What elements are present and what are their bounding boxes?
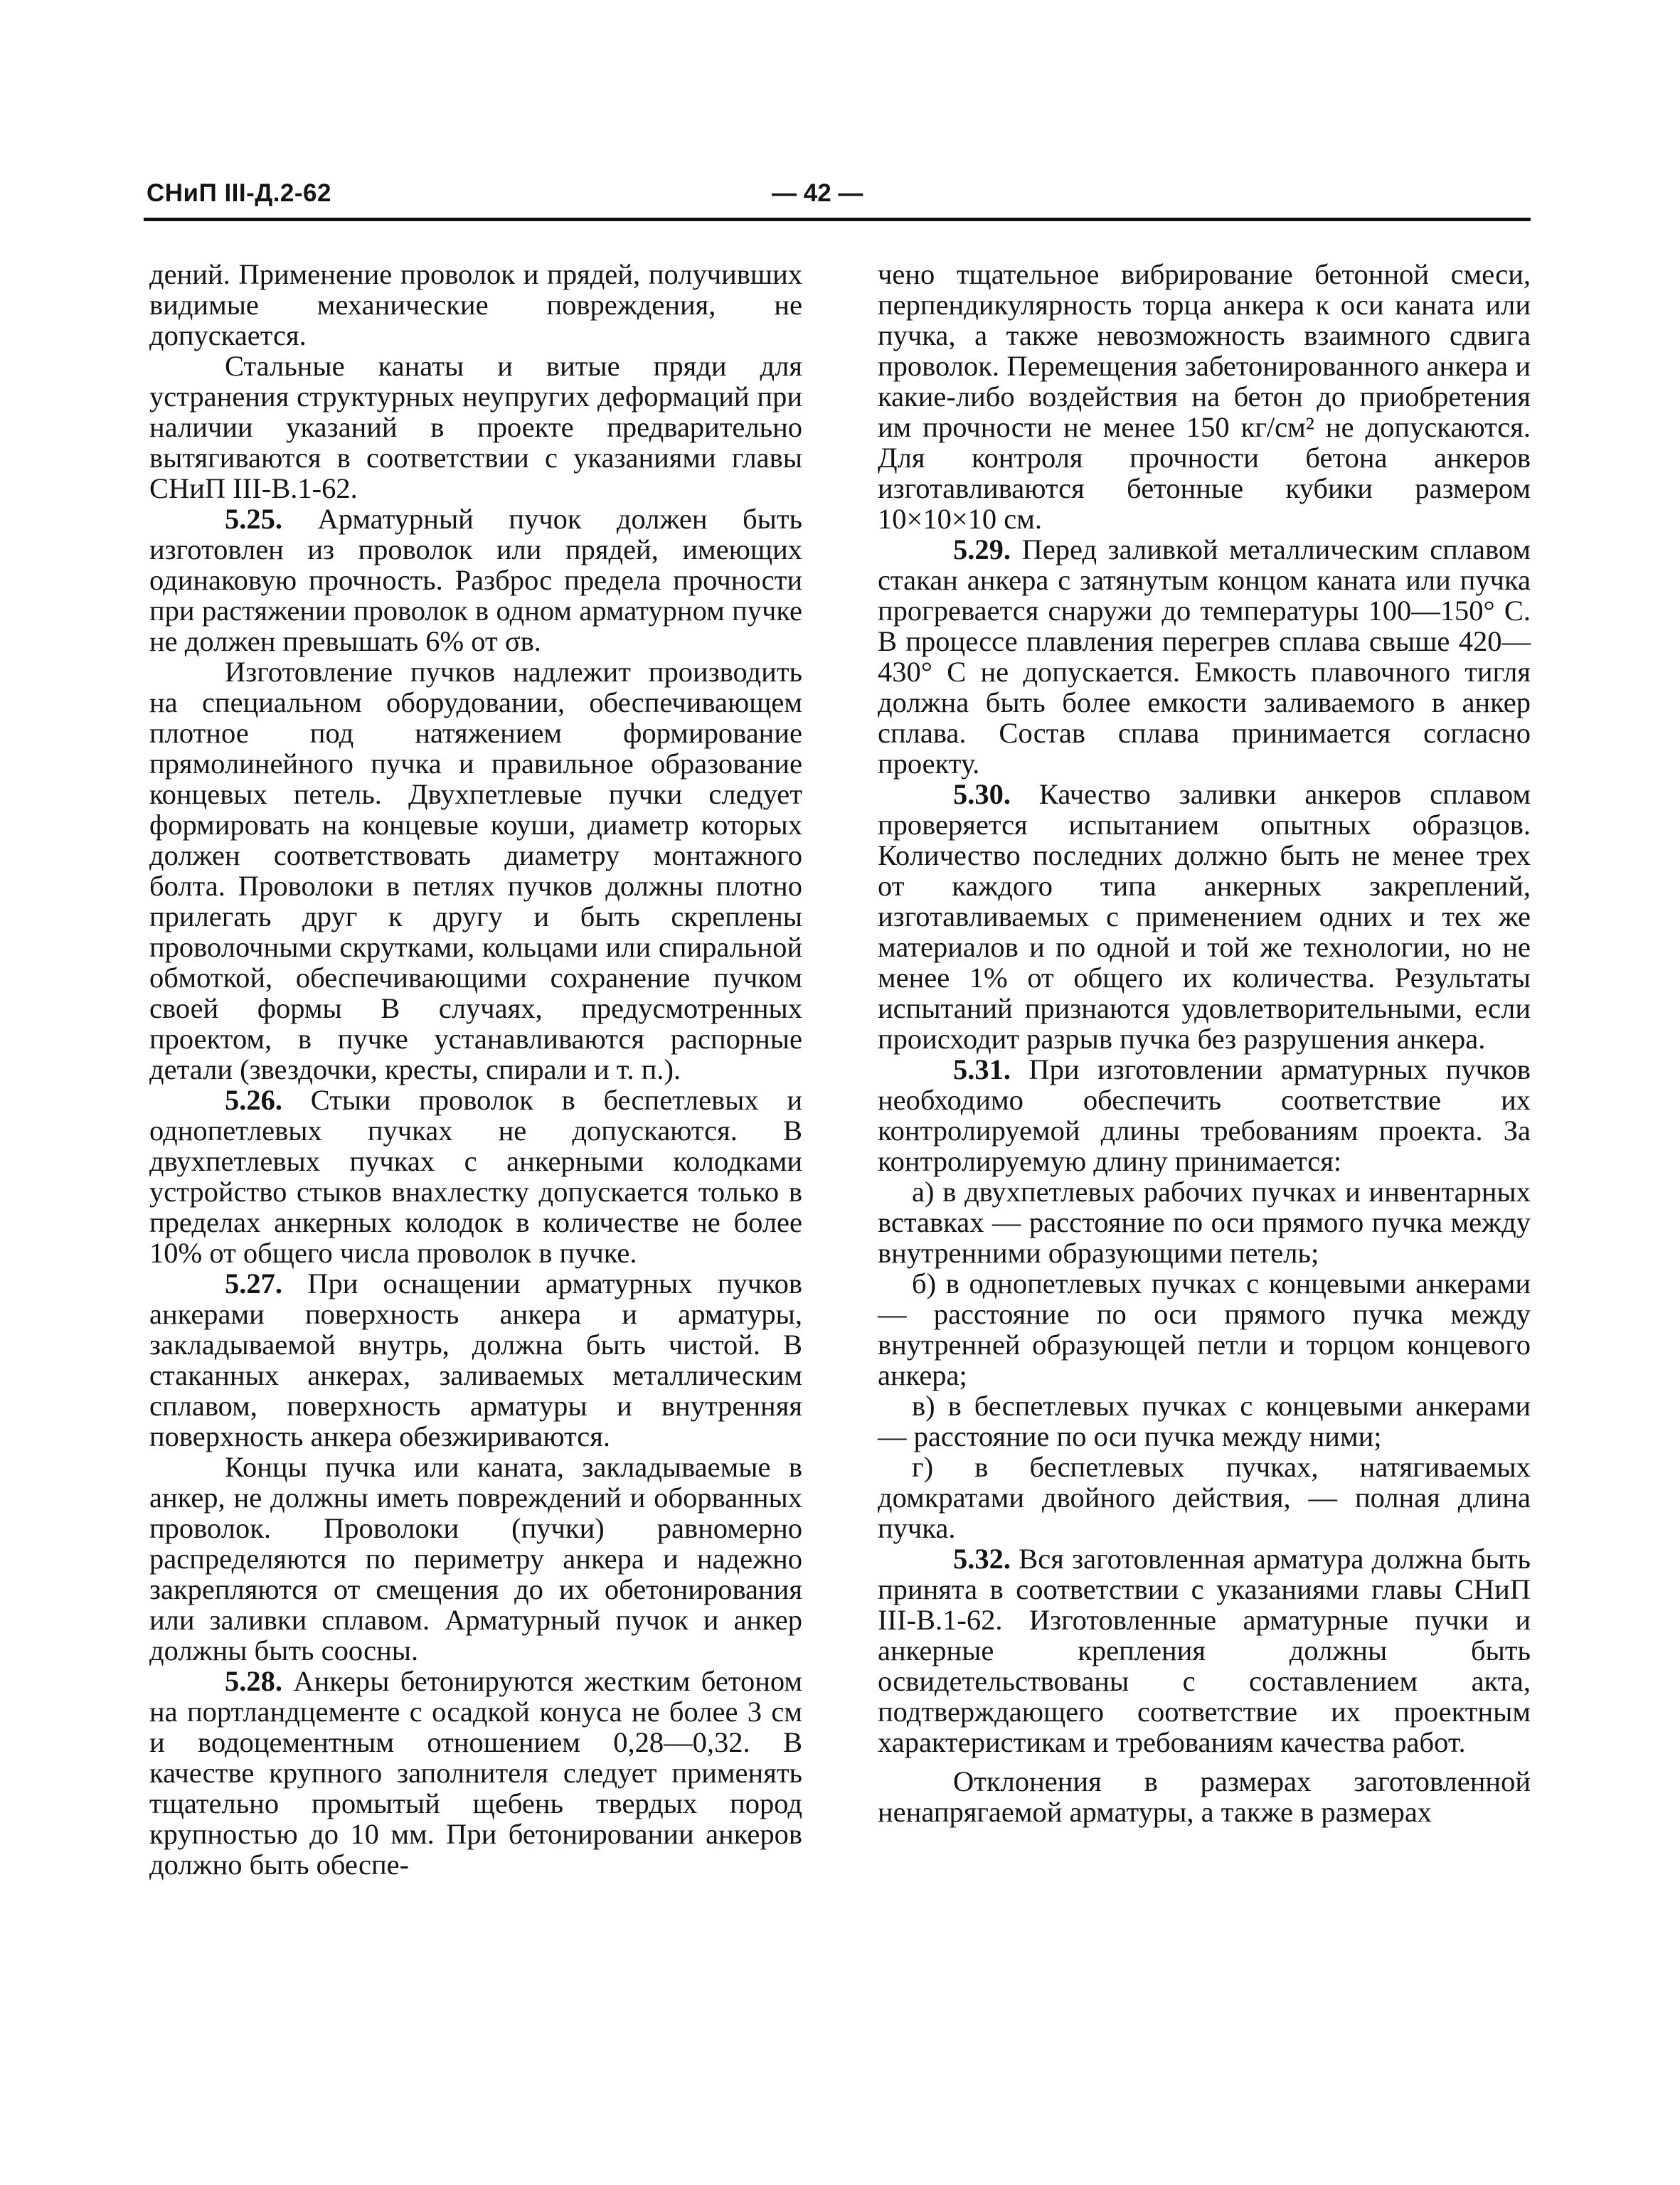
paragraph: Стальные канаты и витые пряди для устранения структурных неупругих деформаций при наличии указаний в проекте предварительно вытягиваются в соответствии с указаниями главы СНиП III-В.1-62. <box>149 350 802 504</box>
page-header <box>147 179 1531 215</box>
section-5-30 <box>878 779 1531 1054</box>
list-item: б) в однопетлевых пучках с концевыми анкерами — расстояние по оси прямого пучка между внутренней образующей петли и торцом концевого анкера; <box>878 1267 1531 1391</box>
section-5-26 <box>149 1085 802 1268</box>
paragraph: дений. Применение проволок и прядей, получивших видимые механические повреждения, не допускается. <box>149 258 802 351</box>
left-column <box>149 259 802 1880</box>
section-text: Перед заливкой металлическим сплавом стакан анкера с затянутым концом каната или пучка прогревается снаружи до температуры 100—150° С. В процессе плавления перегрев сплава свыше 420—430° С не допускается. Емкость плавочного тигля должна быть более емкости заливаемого в анкер сплава. Состав сплава принимается согласно проекту. <box>878 533 1531 780</box>
paragraph: Отклонения в размерах заготовленной ненапрягаемой арматуры, а также в размерах <box>878 1765 1531 1828</box>
section-5-28 <box>149 1666 802 1880</box>
section-5-32 <box>878 1543 1531 1758</box>
header-rule <box>144 218 1531 221</box>
document-code: СНиП III-Д.2-62 <box>147 179 331 207</box>
paragraph: Изготовление пучков надлежит производить на специальном оборудовании, обеспечивающем плотное под натяжением формирование прямолинейного пучка и правильное образование концевых петель. Двухпетлевые пучки следует формировать на концевые коуши, диаметр которых должен соответствовать диаметру монтажного болта. Проволоки в петлях пучков должны плотно прилегать друг к другу и быть скреплены проволочными скрутками, кольцами или спиральной обмоткой, обеспечивающими сохранение пучком своей формы В случаях, предусмотренных проектом, в пучке устанавливаются распорные детали (звездочки, кресты, спирали и т. п.). <box>149 656 802 1085</box>
section-number: 5.25. <box>225 503 282 535</box>
list-item: г) в беспетлевых пучках, натягиваемых домкратами двойного действия, — полная длина пучка. <box>878 1451 1531 1544</box>
section-number: 5.31. <box>953 1053 1011 1085</box>
paragraph: чено тщательное вибрирование бетонной смеси, перпендикулярность торца анкера к оси каната или пучка, а также невозможность взаимного сдвига проволок. Перемещения забетонированного анкера и какие-либо воздействия на бетон до приобретения им прочности не менее 150 кг/см² не допускаются. Для контроля прочности бетона анкеров изготавливаются бетонные кубики размером 10×10×10 см. <box>878 258 1531 535</box>
section-5-27 <box>149 1268 802 1452</box>
section-number: 5.29. <box>953 533 1011 565</box>
section-number: 5.32. <box>953 1543 1011 1575</box>
list-item: в) в беспетлевых пучках с концевыми анкерами — расстояние по оси пучка между ними; <box>878 1390 1531 1452</box>
section-text: Арматурный пучок должен быть изготовлен из проволок или прядей, имеющих одинаковую прочность. Разброс предела прочности при растяжении проволок в одном арматурном пучке не должен превышать 6% от σв. <box>149 503 802 657</box>
section-text: Качество заливки анкеров сплавом проверяется испытанием опытных образцов. Количество последних должно быть не менее трех от каждого типа анкерных закреплений, изготавливаемых с применением одних и тех же материалов и по одной и той же технологии, но не менее 1% от общего их количества. Результаты испытаний признаются удовлетворительными, если происходит разрыв пучка без разрушения анкера. <box>878 778 1531 1055</box>
section-text: Анкеры бетонируются жестким бетоном на портландцементе с осадкой конуса не более 3 см и водоцементным отношением 0,28—0,32. В качестве крупного заполнителя следует применять тщательно промытый щебень твердых пород крупностью до 10 мм. При бетонировании анкеров должно быть обеспе- <box>149 1665 802 1881</box>
section-number: 5.27. <box>225 1267 282 1299</box>
section-number: 5.30. <box>953 778 1011 810</box>
list-item: а) в двухпетлевых рабочих пучках и инвентарных вставках — расстояние по оси прямого пучка между внутренними образующими петель; <box>878 1176 1531 1269</box>
section-number: 5.28. <box>225 1665 282 1697</box>
section-text: При изготовлении арматурных пучков необходимо обеспечить соответствие их контролируемой длины требованиям проекта. За контролируемую длину принимается: <box>878 1053 1531 1177</box>
section-number: 5.26. <box>225 1084 282 1116</box>
section-5-29 <box>878 534 1531 779</box>
section-5-31 <box>878 1054 1531 1176</box>
section-5-25 <box>149 504 802 656</box>
right-column <box>878 259 1531 1827</box>
section-text: При оснащении арматурных пучков анкерами поверхность анкера и арматуры, закладываемой внутрь, должна быть чистой. В стаканных анкерах, заливаемых металлическим сплавом, поверхность арматуры и внутренняя поверхность анкера обезжириваются. <box>149 1267 802 1452</box>
section-text: Вся заготовленная арматура должна быть принята в соответствии с указаниями главы СНиП III-В.1-62. Изготовленные арматурные пучки и анкерные крепления должны быть освидетельствованы с составлением акта, подтверждающего соответствие их проектным характеристикам и требованиям качества работ. <box>878 1543 1531 1758</box>
page-number: — 42 — <box>772 179 863 207</box>
section-text: Стыки проволок в беспетлевых и однопетлевых пучках не допускаются. В двухпетлевых пучках с анкерными колодками устройство стыков внахлестку допускается только в пределах анкерных колодок в количестве не более 10% от общего числа проволок в пучке. <box>149 1084 802 1269</box>
paragraph: Концы пучка или каната, закладываемые в анкер, не должны иметь повреждений и оборванных проволок. Проволоки (пучки) равномерно распределяются по периметру анкера и надежно закрепляются от смещения до их обетонирования или заливки сплавом. Арматурный пучок и анкер должны быть соосны. <box>149 1451 802 1666</box>
